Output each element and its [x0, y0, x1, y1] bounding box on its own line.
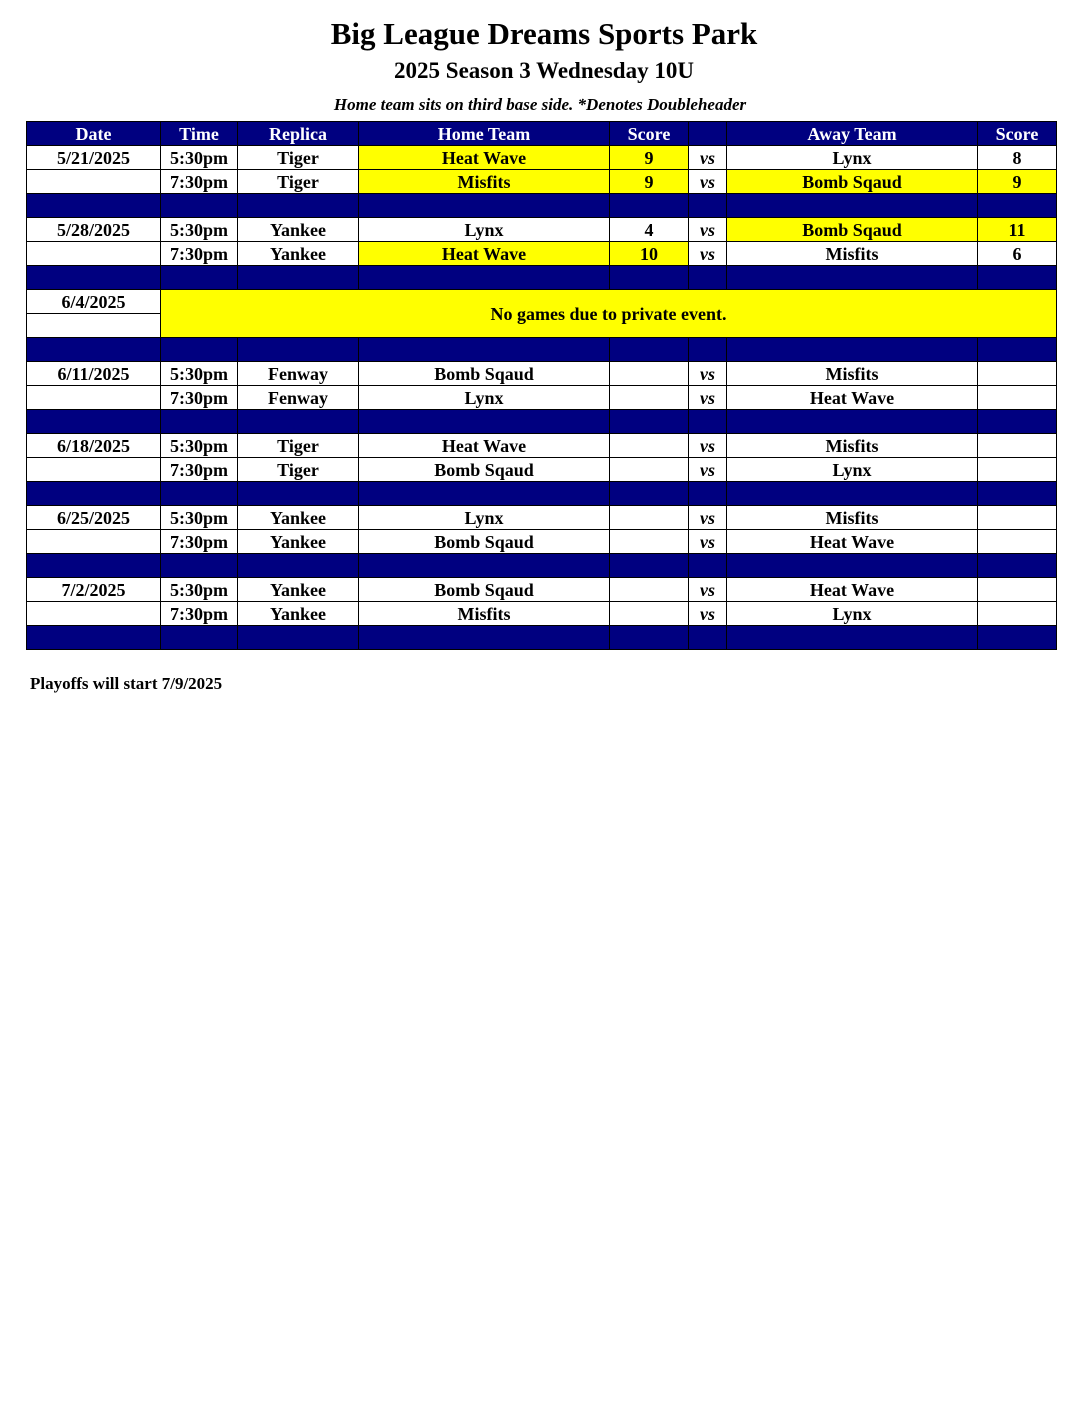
table-row	[27, 290, 1057, 314]
away-team: Lynx	[727, 458, 978, 482]
game-date: 7/2/2025	[27, 578, 161, 602]
game-field: Yankee	[238, 602, 359, 626]
game-field: Fenway	[238, 386, 359, 410]
away-team: Lynx	[727, 146, 978, 170]
game-field: Tiger	[238, 458, 359, 482]
home-score	[610, 602, 689, 626]
separator-row	[27, 266, 1057, 290]
table-row	[27, 506, 1057, 530]
col-header-vs	[689, 122, 727, 146]
no-games-banner: No games due to private event.	[161, 290, 1057, 338]
game-date	[27, 602, 161, 626]
home-score	[610, 362, 689, 386]
game-field: Yankee	[238, 218, 359, 242]
col-header-replica: Replica	[238, 122, 359, 146]
game-time: 7:30pm	[161, 602, 238, 626]
table-row	[27, 146, 1057, 170]
away-score: 6	[978, 242, 1057, 266]
home-team: Heat Wave	[359, 146, 610, 170]
away-score	[978, 434, 1057, 458]
home-team: Misfits	[359, 170, 610, 194]
home-team: Bomb Sqaud	[359, 578, 610, 602]
away-team: Misfits	[727, 362, 978, 386]
game-date: 6/18/2025	[27, 434, 161, 458]
table-row	[27, 458, 1057, 482]
game-field: Yankee	[238, 530, 359, 554]
away-team: Bomb Sqaud	[727, 218, 978, 242]
game-field: Yankee	[238, 506, 359, 530]
separator-row	[27, 338, 1057, 362]
game-date	[27, 170, 161, 194]
game-date	[27, 458, 161, 482]
col-header-home-score: Score	[610, 122, 689, 146]
vs-label: vs	[689, 506, 727, 530]
game-field: Yankee	[238, 242, 359, 266]
separator-row	[27, 626, 1057, 650]
away-score	[978, 530, 1057, 554]
col-header-home-team: Home Team	[359, 122, 610, 146]
away-score: 11	[978, 218, 1057, 242]
home-score	[610, 506, 689, 530]
away-score	[978, 362, 1057, 386]
home-score	[610, 458, 689, 482]
table-row	[27, 602, 1057, 626]
home-score	[610, 530, 689, 554]
game-time: 5:30pm	[161, 362, 238, 386]
game-time: 7:30pm	[161, 386, 238, 410]
vs-label: vs	[689, 434, 727, 458]
game-time: 7:30pm	[161, 170, 238, 194]
game-field: Yankee	[238, 578, 359, 602]
game-date: 5/28/2025	[27, 218, 161, 242]
col-header-date: Date	[27, 122, 161, 146]
game-field: Tiger	[238, 434, 359, 458]
vs-label: vs	[689, 386, 727, 410]
vs-label: vs	[689, 578, 727, 602]
game-time: 7:30pm	[161, 242, 238, 266]
home-team: Heat Wave	[359, 434, 610, 458]
game-time: 5:30pm	[161, 506, 238, 530]
vs-label: vs	[689, 146, 727, 170]
col-header-time: Time	[161, 122, 238, 146]
away-team: Misfits	[727, 242, 978, 266]
home-team: Misfits	[359, 602, 610, 626]
home-score	[610, 434, 689, 458]
away-score: 8	[978, 146, 1057, 170]
away-score	[978, 458, 1057, 482]
game-date	[27, 386, 161, 410]
home-team: Heat Wave	[359, 242, 610, 266]
game-time: 5:30pm	[161, 578, 238, 602]
game-date	[27, 242, 161, 266]
game-field: Tiger	[238, 170, 359, 194]
away-team: Heat Wave	[727, 386, 978, 410]
game-date: 6/11/2025	[27, 362, 161, 386]
home-team-note: Home team sits on third base side. *Denotes Doubleheader	[333, 95, 747, 114]
vs-label: vs	[689, 170, 727, 194]
home-team: Lynx	[359, 386, 610, 410]
separator-row	[27, 410, 1057, 434]
schedule-table	[26, 121, 1057, 650]
col-header-away-team: Away Team	[727, 122, 978, 146]
home-team: Bomb Sqaud	[359, 530, 610, 554]
page-title: Big League Dreams Sports Park	[330, 16, 758, 51]
table-row	[27, 242, 1057, 266]
vs-label: vs	[689, 602, 727, 626]
vs-label: vs	[689, 458, 727, 482]
game-date-empty	[27, 314, 161, 338]
table-row	[27, 218, 1057, 242]
home-score: 10	[610, 242, 689, 266]
home-score: 9	[610, 170, 689, 194]
away-team: Lynx	[727, 602, 978, 626]
home-team: Lynx	[359, 506, 610, 530]
game-date: 5/21/2025	[27, 146, 161, 170]
col-header-away-score: Score	[978, 122, 1057, 146]
separator-row	[27, 482, 1057, 506]
away-score	[978, 506, 1057, 530]
playoffs-note: Playoffs will start 7/9/2025	[30, 674, 223, 693]
away-score	[978, 602, 1057, 626]
vs-label: vs	[689, 242, 727, 266]
home-score: 9	[610, 146, 689, 170]
home-team: Lynx	[359, 218, 610, 242]
away-team: Heat Wave	[727, 530, 978, 554]
separator-row	[27, 554, 1057, 578]
separator-row	[27, 194, 1057, 218]
game-time: 7:30pm	[161, 530, 238, 554]
table-row	[27, 362, 1057, 386]
away-team: Heat Wave	[727, 578, 978, 602]
away-team: Misfits	[727, 506, 978, 530]
game-date	[27, 530, 161, 554]
vs-label: vs	[689, 362, 727, 386]
game-date: 6/4/2025	[27, 290, 161, 314]
game-date: 6/25/2025	[27, 506, 161, 530]
game-time: 5:30pm	[161, 146, 238, 170]
page-subtitle: 2025 Season 3 Wednesday 10U	[394, 58, 694, 83]
game-time: 5:30pm	[161, 434, 238, 458]
table-row	[27, 578, 1057, 602]
home-score	[610, 578, 689, 602]
vs-label: vs	[689, 530, 727, 554]
home-team: Bomb Sqaud	[359, 362, 610, 386]
away-score	[978, 386, 1057, 410]
table-row	[27, 434, 1057, 458]
game-time: 7:30pm	[161, 458, 238, 482]
away-score: 9	[978, 170, 1057, 194]
header-row	[27, 122, 1057, 146]
home-score	[610, 386, 689, 410]
table-row	[27, 386, 1057, 410]
vs-label: vs	[689, 218, 727, 242]
home-score: 4	[610, 218, 689, 242]
table-row	[27, 530, 1057, 554]
table-row	[27, 170, 1057, 194]
home-team: Bomb Sqaud	[359, 458, 610, 482]
away-score	[978, 578, 1057, 602]
game-time: 5:30pm	[161, 218, 238, 242]
game-field: Tiger	[238, 146, 359, 170]
game-field: Fenway	[238, 362, 359, 386]
away-team: Bomb Sqaud	[727, 170, 978, 194]
away-team: Misfits	[727, 434, 978, 458]
